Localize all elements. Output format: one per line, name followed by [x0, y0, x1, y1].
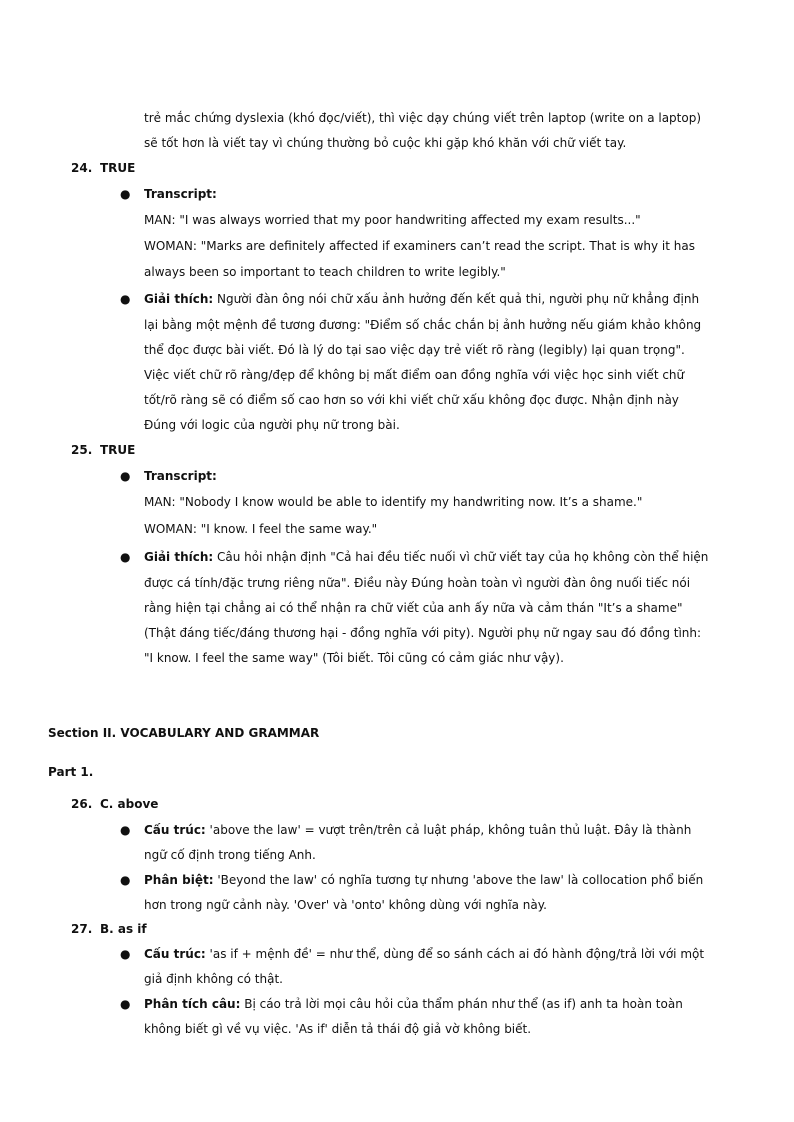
q25-explain-line: "I know. I feel the same way" (Tôi biết. Tôi cũng có cảm giác như vậy). [144, 651, 564, 665]
q25-explain-line: rằng hiện tại chẳng ai có thể nhận ra chữ viết của anh ấy nữa và cảm thán "It’s a shame" [144, 601, 683, 615]
q27-bullet2-cont: không biết gì về vụ việc. 'As if' diễn tả thái độ giả vờ không biết. [144, 1022, 532, 1036]
q27-answer: B. as if [100, 922, 147, 936]
q24-transcript-label: Transcript: [144, 187, 217, 201]
q25-transcript-line: MAN: "Nobody I know would be able to identify my handwriting now. It’s a shame." [144, 495, 643, 509]
q25-explain-line: được cá tính/đặc trưng riêng nữa". Điều này Đúng hoàn toàn vì người đàn ông nuối tiếc nói [144, 576, 691, 590]
q24-transcript-line: always been so important to teach children to write legibly." [144, 265, 506, 279]
q24-explain-line: tốt/rõ ràng sẽ có điểm số cao hơn so với khi viết chữ xấu không đọc được. Nhận định này [144, 393, 679, 407]
q25-transcript-line: WOMAN: "I know. I feel the same way." [144, 522, 378, 536]
q25-number: 25. [71, 443, 93, 457]
q25-transcript-label: Transcript: [144, 469, 217, 483]
q26-bullet1-cont: ngữ cố định trong tiếng Anh. [144, 848, 316, 862]
q24-transcript-line: MAN: "I was always worried that my poor handwriting affected my exam results..." [144, 213, 641, 227]
q27-bullet1: Cấu trúc: 'as if + mệnh đề' = như thể, dùng để so sánh cách ai đó hành động/trả lời với một [144, 947, 705, 961]
q25-answer: TRUE [100, 443, 136, 457]
section-title: Section II. VOCABULARY AND GRAMMAR [48, 726, 320, 740]
q24-explain-line: lại bằng một mệnh đề tương đương: "Điểm số chắc chắn bị ảnh hưởng nếu giám khảo không [144, 318, 702, 332]
bullet-icon: ● [120, 823, 131, 837]
q24-explain-line: Việc viết chữ rõ ràng/đẹp để không bị mất điểm oan đồng nghĩa với việc học sinh viết chữ [144, 368, 685, 382]
bullet-icon: ● [120, 292, 131, 306]
q24-explain-line: Đúng với logic của người phụ nữ trong bài. [144, 418, 400, 432]
q26-bullet2-cont: hơn trong ngữ cảnh này. 'Over' và 'onto' không dùng với nghĩa này. [144, 898, 547, 912]
q27-bullet2: Phân tích câu: Bị cáo trả lời mọi câu hỏi của thẩm phán như thể (as if) anh ta hoàn toàn [144, 997, 683, 1011]
bullet-icon: ● [120, 947, 131, 961]
q24-answer: TRUE [100, 161, 136, 175]
q25-explain-first: Giải thích: Câu hỏi nhận định "Cả hai đều tiếc nuối vì chữ viết tay của họ không còn thể hiện [144, 550, 709, 564]
q27-number: 27. [71, 922, 93, 936]
q26-bullet1: Cấu trúc: 'above the law' = vượt trên/trên cả luật pháp, không tuân thủ luật. Đây là thành [144, 823, 692, 837]
intro-line-1: trẻ mắc chứng dyslexia (khó đọc/viết), thì việc dạy chúng viết trên laptop (write on a laptop) [144, 111, 702, 125]
q27-bullet1-cont: giả định không có thật. [144, 972, 283, 986]
intro-line-2: sẽ tốt hơn là viết tay vì chúng thường bỏ cuộc khi gặp khó khăn với chữ viết tay. [144, 136, 627, 150]
part-title: Part 1. [48, 765, 94, 779]
bullet-icon: ● [120, 997, 131, 1011]
q26-answer: C. above [100, 797, 159, 811]
q24-explain-first: Giải thích: Người đàn ông nói chữ xấu ảnh hưởng đến kết quả thi, người phụ nữ khẳng định [144, 292, 700, 306]
bullet-icon: ● [120, 873, 131, 887]
q26-bullet2: Phân biệt: 'Beyond the law' có nghĩa tương tự nhưng 'above the law' là collocation phổ biến [144, 873, 704, 887]
q24-transcript-line: WOMAN: "Marks are definitely affected if examiners can’t read the script. That is why it has [144, 239, 695, 253]
bullet-icon: ● [120, 187, 131, 201]
bullet-icon: ● [120, 550, 131, 564]
bullet-icon: ● [120, 469, 131, 483]
q25-explain-line: (Thật đáng tiếc/đáng thương hại - đồng nghĩa với pity). Người phụ nữ ngay sau đó đồng tình: [144, 626, 702, 640]
q24-explain-line: thể đọc được bài viết. Đó là lý do tại sao việc dạy trẻ viết rõ ràng (legibly) lại quan trọng". [144, 343, 685, 357]
q24-number: 24. [71, 161, 93, 175]
q26-number: 26. [71, 797, 93, 811]
